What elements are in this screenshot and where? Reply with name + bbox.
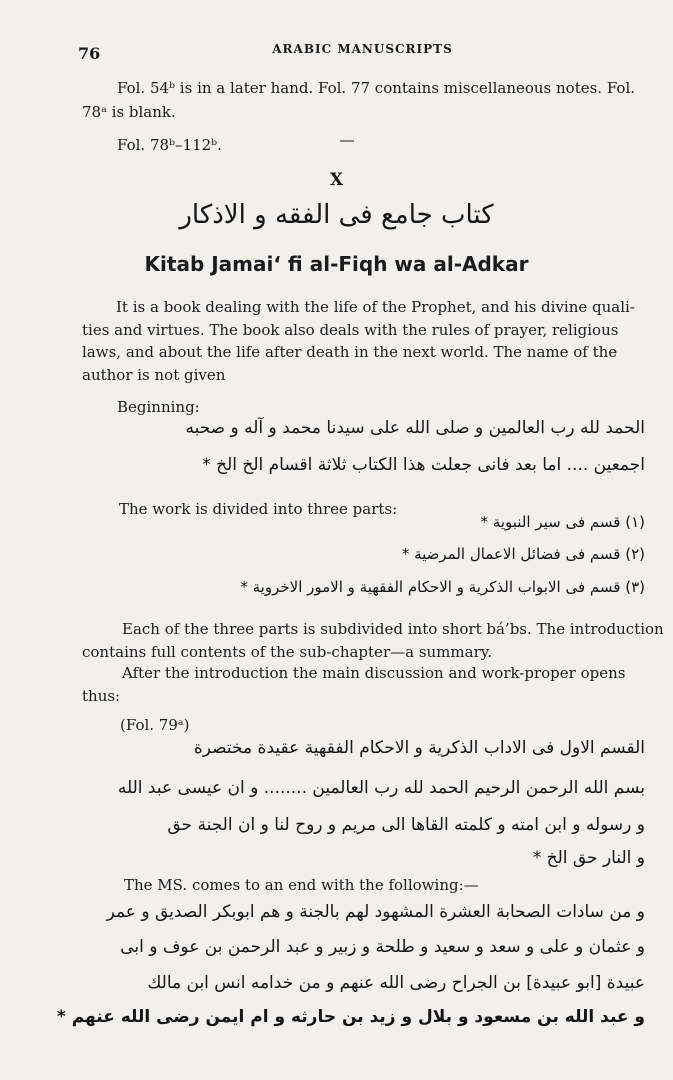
folio-79-label: (Fol. 79ᵃ) (120, 716, 190, 734)
parts-intro: The work is divided into three parts: (119, 500, 398, 518)
beginning-label: Beginning: (117, 398, 200, 416)
subdivision-paragraph (82, 618, 664, 663)
description-line: author is not given (82, 365, 226, 384)
part-item: (٢) قسم فى فضائل الاعمال المرضية * (401, 545, 645, 563)
folio-range: Fol. 78ᵇ–112ᵇ. (117, 136, 222, 154)
subdivision-line: contains full contents of the sub-chapter—a summary. (82, 642, 492, 661)
ink-speck (340, 140, 354, 142)
description-line: It is a book dealing with the life of the Prophet, and his divine quali- (116, 298, 635, 316)
section-title: Kitab Jamai‘ fi al-Fiqh wa al-Adkar (144, 252, 529, 276)
ending-arabic-line: و من سادات الصحابة العشرة المشهود لهم بالجنة و هم ابوبكر الصديق و عمر (106, 902, 645, 922)
after-line: After the introduction the main discussion and work-proper opens (122, 664, 626, 682)
ending-arabic-line: عبيدة [ابو عبيدة] بن الجراح رضى الله عنهم و من خدامه انس ابن مالك (147, 973, 645, 993)
folio-79-arabic-line: و رسوله و ابن امته و كلمته القاها الى مريم و روح لنا و ان الجنة حق (167, 815, 645, 835)
description-line: laws, and about the life after death in the next world. The name of the (82, 343, 618, 361)
folio-79-arabic-line: بسم الله الرحمن الرحيم الحمد لله رب العالمين ........ و ان عيسى عبد الله (117, 778, 645, 798)
intro-line-2: 78ᵃ is blank. (82, 103, 176, 121)
description-paragraph (82, 296, 649, 386)
ending-arabic-line: و عبد الله بن مسعود و بلال و زيد بن حارثه و ام ايمن رضى الله عنهم * (56, 1007, 645, 1027)
intro-line-1: Fol. 54ᵇ is in a later hand. Fol. 77 contains miscellaneous notes. Fol. (117, 79, 636, 97)
after-line: thus: (82, 686, 121, 705)
page-header (78, 40, 647, 63)
part-item: (١) قسم فى سير النبوية * (480, 513, 645, 531)
after-paragraph (82, 662, 649, 707)
page-number: 76 (78, 44, 101, 63)
part-item: (٣) قسم فى الابواب الذكرية و الاحكام الفقهية و الامور الاخروية * (240, 578, 645, 596)
folio-79-arabic-line: و النار حق الخ * (532, 848, 645, 868)
beginning-arabic-line: اجمعين .... اما بعد فانى جعلت هذا الكتاب ثلاثة اقسام الخ الخ * (202, 455, 645, 475)
ending-label: The MS. comes to an end with the following:— (124, 876, 479, 894)
section-number: X (329, 170, 344, 190)
subdivision-line: Each of the three parts is subdivided into short bá’bs. The introduction (122, 620, 664, 638)
description-line: ties and virtues. The book also deals with the rules of prayer, religious (82, 320, 619, 339)
folio-79-arabic-line: القسم الاول فى الاداب الذكرية و الاحكام الفقهية عقيدة مختصرة (193, 738, 645, 758)
beginning-arabic-line: الحمد لله رب العالمين و صلى الله على سيدنا محمد و آله و صحبه (185, 418, 645, 438)
ending-arabic-line: و عثمان و على و سعد و سعيد و طلحة و زبير و عبد الرحمن بن عوف و ابى (120, 937, 645, 957)
arabic-title: كتاب جامع فى الفقه و الاذكار (179, 200, 494, 230)
running-title: ARABIC MANUSCRIPTS (272, 42, 453, 56)
